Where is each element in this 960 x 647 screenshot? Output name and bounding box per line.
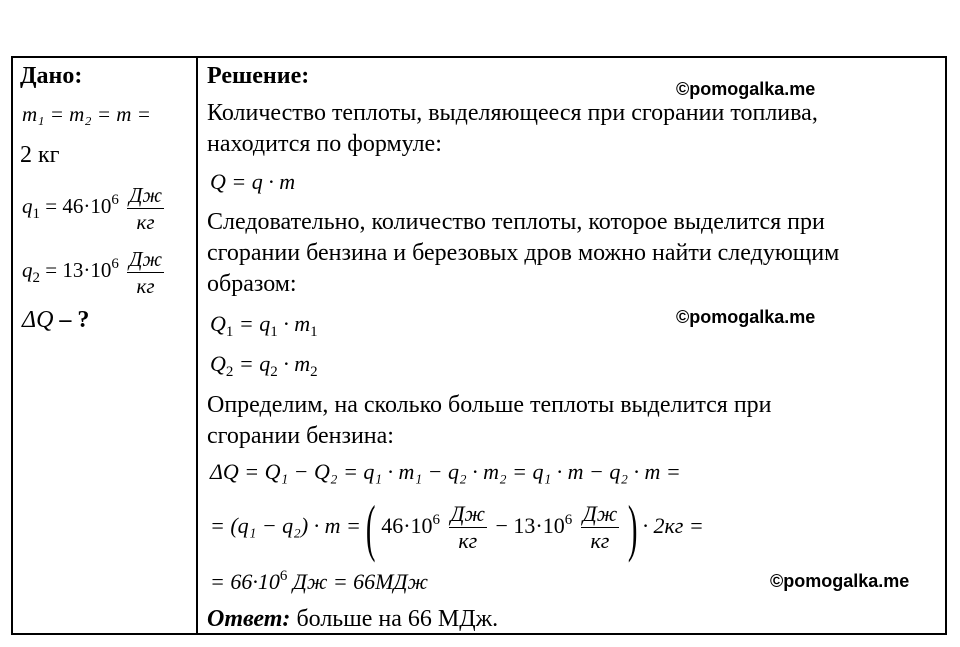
text-line: находится по формуле: [207, 131, 442, 157]
watermark-middle: ©pomogalka.me [676, 307, 816, 327]
formula-q2: $Q_2 = q_2 \cdot m_2$ [210, 351, 318, 380]
text-line: Определим, на сколько больше теплоты выделится при [207, 392, 772, 418]
solution-title: Решение: [207, 63, 310, 89]
text-line: Количество теплоты, выделяющееся при сгорании топлива, [207, 100, 818, 126]
text-line: сгорании бензина и березовых дров можно найти следующим [207, 240, 840, 266]
watermark-top: ©pomogalka.me [676, 79, 816, 99]
formula-delta-q: ΔQ = Q₁ − Q₂ = q₁ · m₁ − q₂ · m₂ = q₁ · m − q₂ · m = [210, 459, 681, 484]
text-line: образом: [207, 271, 297, 297]
formula-q: Q = q · m [210, 169, 296, 194]
given-title: Дано: [20, 63, 83, 89]
given-find: ΔQ – ? [22, 307, 90, 333]
given-q1: $q_1 = 46\cdot 10^6$ $\frac{Дж}{кг}$ [22, 182, 162, 234]
column-divider [196, 56, 198, 635]
formula-q1: $Q_1 = q_1 \cdot m_1$ [210, 311, 318, 340]
given-q2: $q_2 = 13\cdot 10^6$ $\frac{Дж}{кг}$ [22, 246, 162, 298]
formula-calculation: = (q₁ − q₂) · m = ( $46\cdot 10^6$ $\frac{Дж}{кг}$ − $13\cdot 10^6$ $\frac{Дж}{кг}$ ) · 2кг = [210, 491, 704, 563]
formula-result: = $66\cdot 10^6$ Дж = 66МДж [210, 568, 428, 594]
text-line: Следовательно, количество теплоты, которое выделится при [207, 209, 825, 235]
watermark-bottom: ©pomogalka.me [770, 571, 910, 591]
text-line: сгорании бензина: [207, 423, 394, 449]
given-mass-value: 2 кг [20, 142, 60, 168]
answer: Ответ: больше на 66 МДж. [207, 606, 499, 632]
given-mass-equality: m₁ = m₂ = m = [22, 102, 151, 126]
